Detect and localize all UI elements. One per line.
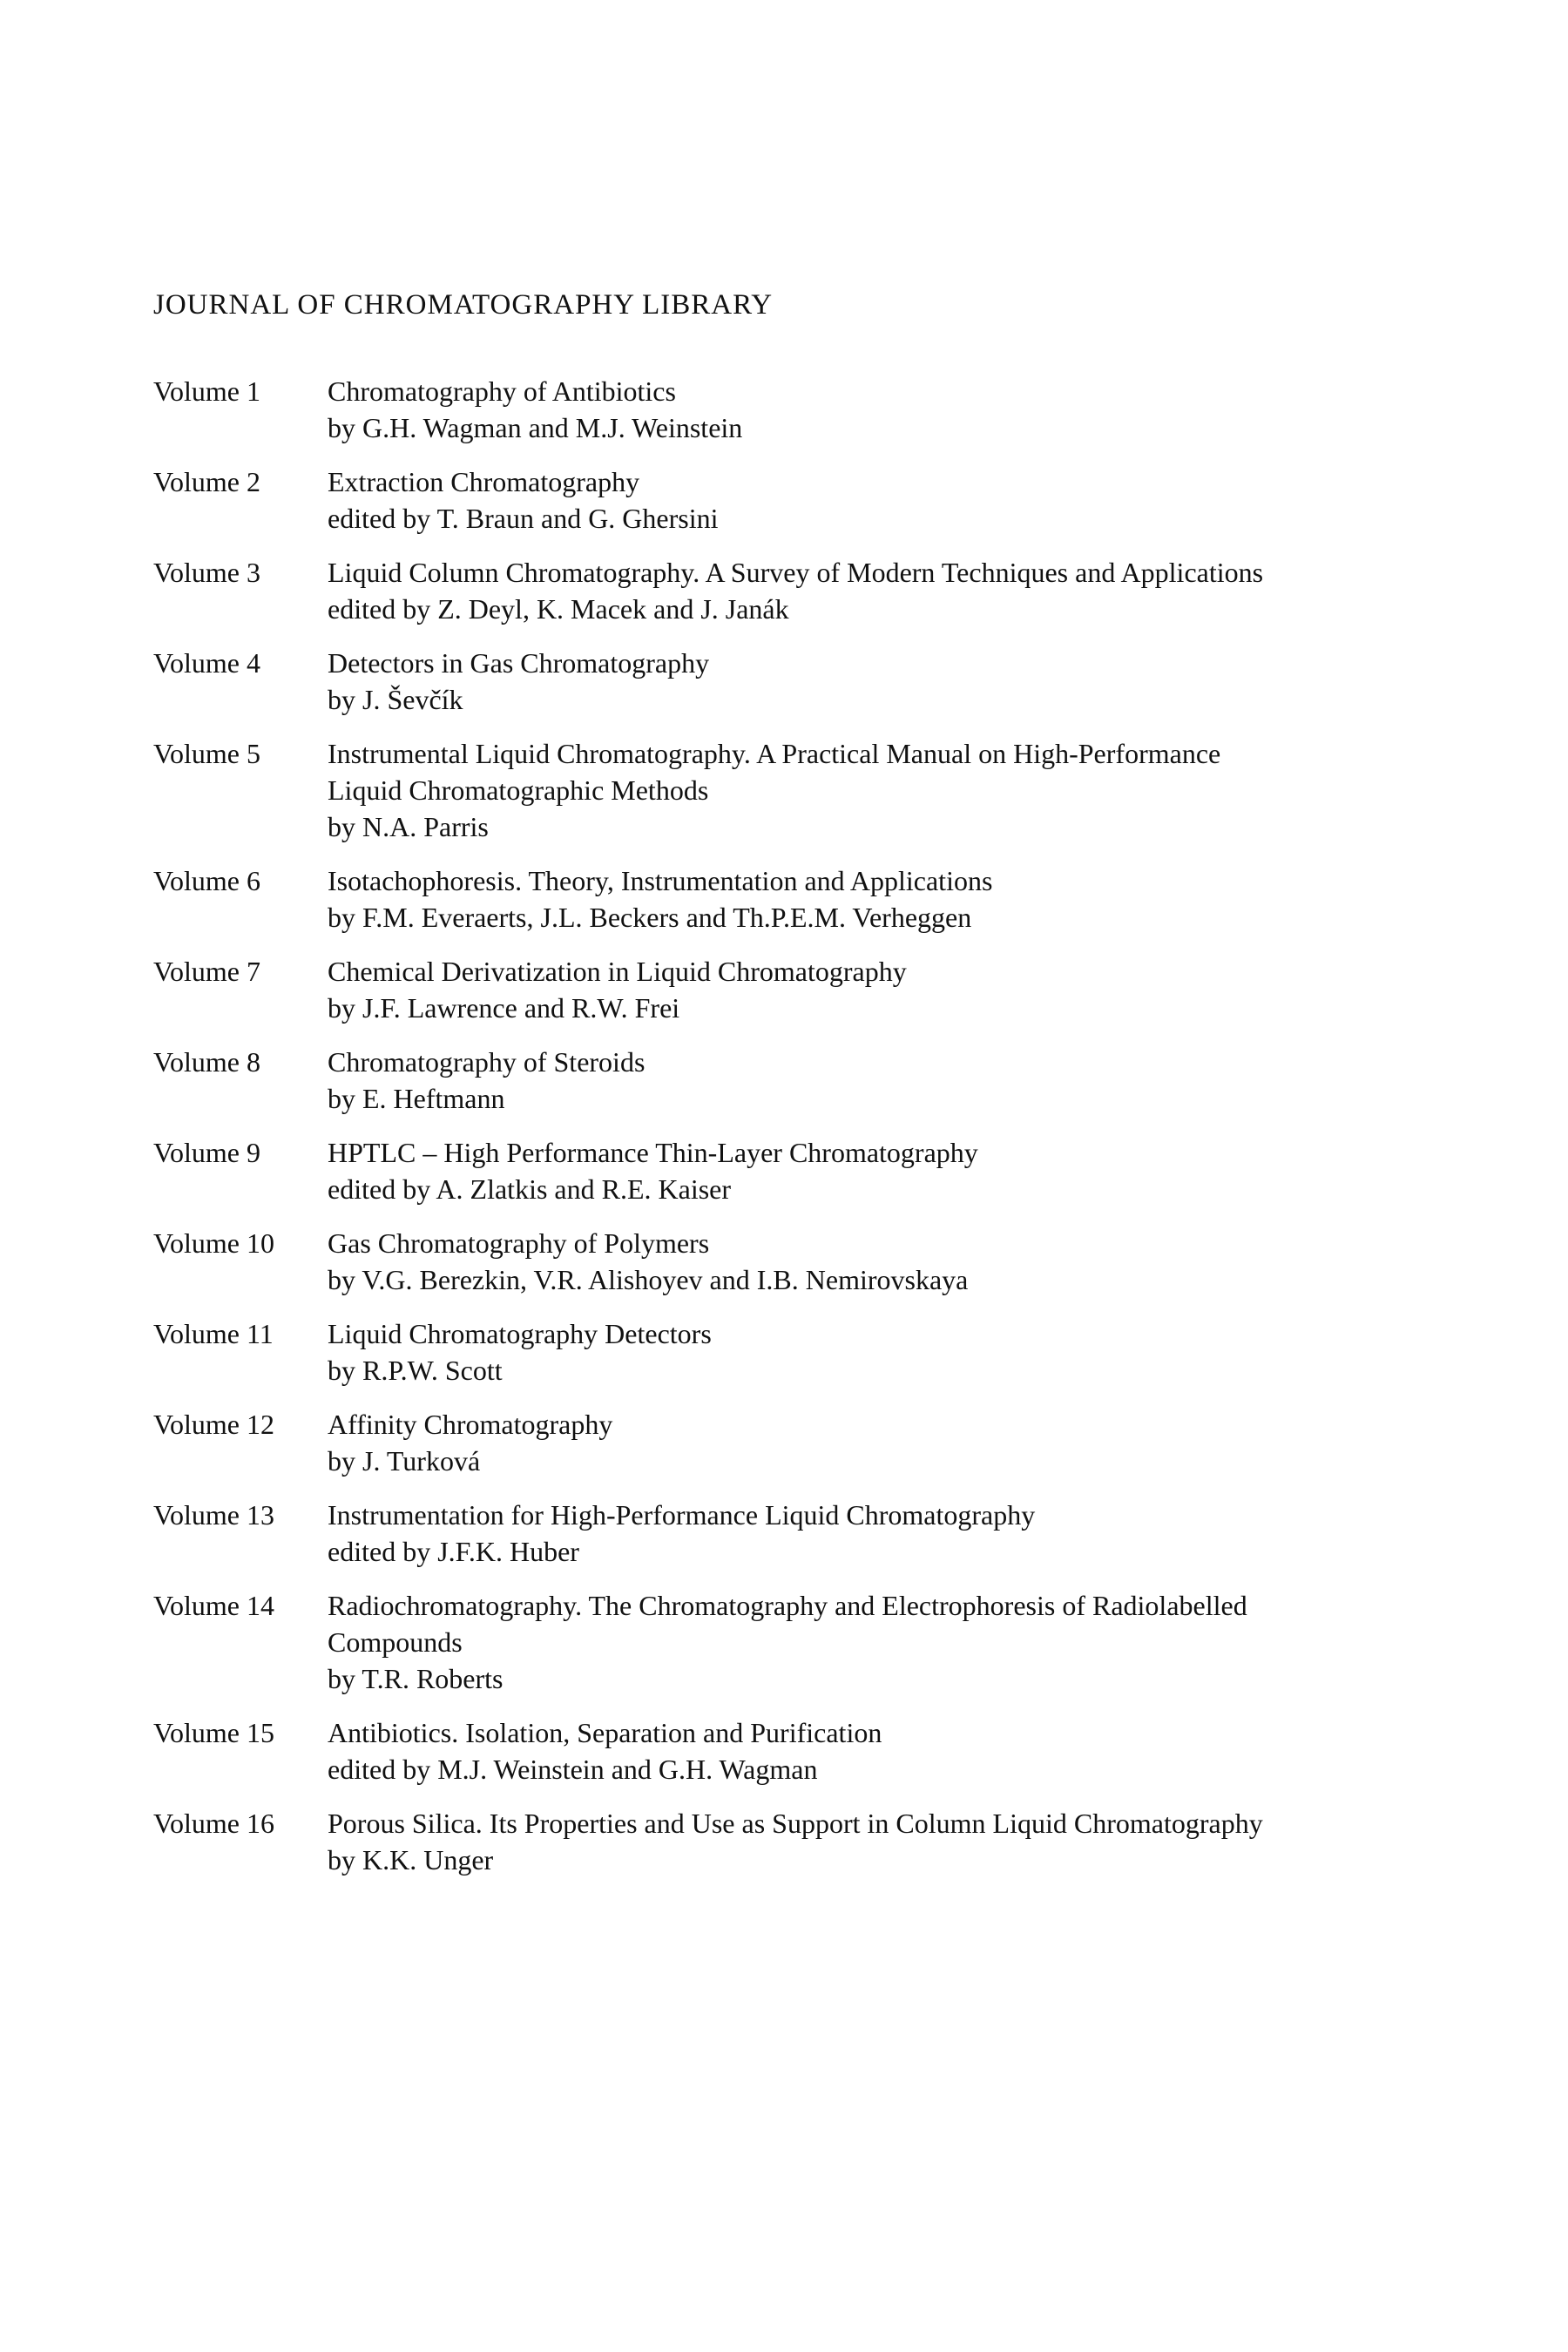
volume-details [328, 1044, 1512, 1117]
volume-authors: by F.M. Everaerts, J.L. Beckers and Th.P.E.M. Verheggen [328, 902, 972, 933]
volume-entry [153, 1497, 1512, 1570]
volume-details [328, 1714, 1512, 1788]
volume-authors: by V.G. Berezkin, V.R. Alishoyev and I.B. Nemirovskaya [328, 1264, 969, 1295]
volume-entry [153, 1805, 1512, 1878]
volume-details [328, 1497, 1512, 1570]
volume-label: Volume 15 [153, 1717, 274, 1748]
volume-entry [153, 373, 1512, 446]
volume-details [328, 735, 1512, 845]
volume-authors: by J.F. Lawrence and R.W. Frei [328, 992, 680, 1024]
volume-title-line: Liquid Chromatographic Methods [328, 774, 709, 806]
volume-authors: edited by Z. Deyl, K. Macek and J. Janák [328, 593, 789, 625]
volume-authors: by J. Turková [328, 1445, 481, 1477]
volume-details [328, 645, 1512, 718]
volume-entry [153, 1714, 1512, 1788]
volume-entry [153, 735, 1512, 845]
volume-details [328, 463, 1512, 537]
volume-title-line: Chemical Derivatization in Liquid Chromatography [328, 956, 907, 987]
volume-title-line: Affinity Chromatography [328, 1409, 613, 1440]
volume-details [328, 554, 1512, 627]
volume-title-line: HPTLC – High Performance Thin-Layer Chromatography [328, 1137, 978, 1168]
volume-authors: by G.H. Wagman and M.J. Weinstein [328, 412, 743, 443]
volume-title-line: Antibiotics. Isolation, Separation and Purification [328, 1717, 882, 1748]
volume-authors: edited by A. Zlatkis and R.E. Kaiser [328, 1173, 732, 1205]
volume-authors: by R.P.W. Scott [328, 1355, 503, 1386]
volume-label: Volume 3 [153, 557, 260, 588]
volume-label: Volume 1 [153, 375, 260, 407]
volume-title-line: Porous Silica. Its Properties and Use as Support in Column Liquid Chromatography [328, 1808, 1263, 1839]
volume-authors: by N.A. Parris [328, 811, 489, 842]
volume-details [328, 1587, 1512, 1697]
volume-entry [153, 1406, 1512, 1479]
volume-label: Volume 7 [153, 956, 260, 987]
volume-entry [153, 1134, 1512, 1207]
volume-title-line: Liquid Chromatography Detectors [328, 1318, 712, 1349]
volume-authors: by T.R. Roberts [328, 1663, 504, 1694]
volume-title-line: Isotachophoresis. Theory, Instrumentation and Applications [328, 865, 993, 896]
series-title: JOURNAL OF CHROMATOGRAPHY LIBRARY [153, 289, 774, 321]
volume-entry [153, 1315, 1512, 1389]
volume-label: Volume 13 [153, 1499, 274, 1531]
volume-details [328, 1805, 1512, 1878]
volume-entry [153, 1044, 1512, 1117]
volume-details [328, 373, 1512, 446]
volume-title-line: Chromatography of Steroids [328, 1046, 645, 1078]
volume-label: Volume 12 [153, 1409, 274, 1440]
volume-title-line: Radiochromatography. The Chromatography and Electrophoresis of Radiolabelled [328, 1590, 1247, 1621]
volume-label: Volume 10 [153, 1227, 274, 1259]
volume-label: Volume 9 [153, 1137, 260, 1168]
volume-entry [153, 463, 1512, 537]
volume-label: Volume 11 [153, 1318, 274, 1349]
volume-title-line: Instrumental Liquid Chromatography. A Practical Manual on High-Performance [328, 738, 1221, 769]
volume-entry [153, 554, 1512, 627]
volume-details [328, 862, 1512, 936]
volume-entry [153, 953, 1512, 1026]
volume-label: Volume 2 [153, 466, 260, 497]
volume-label: Volume 4 [153, 647, 260, 679]
volume-authors: by J. Ševčík [328, 684, 463, 715]
volume-label: Volume 6 [153, 865, 260, 896]
volume-label: Volume 14 [153, 1590, 274, 1621]
volume-list [153, 373, 1512, 1896]
volume-entry [153, 1587, 1512, 1697]
volume-label: Volume 16 [153, 1808, 274, 1839]
volume-entry [153, 862, 1512, 936]
volume-title-line: Compounds [328, 1626, 463, 1658]
volume-title-line: Gas Chromatography of Polymers [328, 1227, 710, 1259]
volume-details [328, 1225, 1512, 1298]
volume-details [328, 953, 1512, 1026]
volume-details [328, 1134, 1512, 1207]
volume-details [328, 1315, 1512, 1389]
volume-title-line: Instrumentation for High-Performance Liquid Chromatography [328, 1499, 1036, 1531]
volume-title-line: Detectors in Gas Chromatography [328, 647, 710, 679]
volume-authors: edited by M.J. Weinstein and G.H. Wagman [328, 1754, 818, 1785]
volume-label: Volume 5 [153, 738, 260, 769]
volume-authors: by K.K. Unger [328, 1844, 494, 1876]
volume-details [328, 1406, 1512, 1479]
volume-title-line: Extraction Chromatography [328, 466, 640, 497]
volume-authors: by E. Heftmann [328, 1083, 505, 1114]
volume-title-line: Chromatography of Antibiotics [328, 375, 676, 407]
volume-label: Volume 8 [153, 1046, 260, 1078]
volume-authors: edited by T. Braun and G. Ghersini [328, 503, 719, 534]
volume-title-line: Liquid Column Chromatography. A Survey of Modern Techniques and Applications [328, 557, 1264, 588]
volume-entry [153, 645, 1512, 718]
volume-entry [153, 1225, 1512, 1298]
volume-authors: edited by J.F.K. Huber [328, 1536, 579, 1567]
